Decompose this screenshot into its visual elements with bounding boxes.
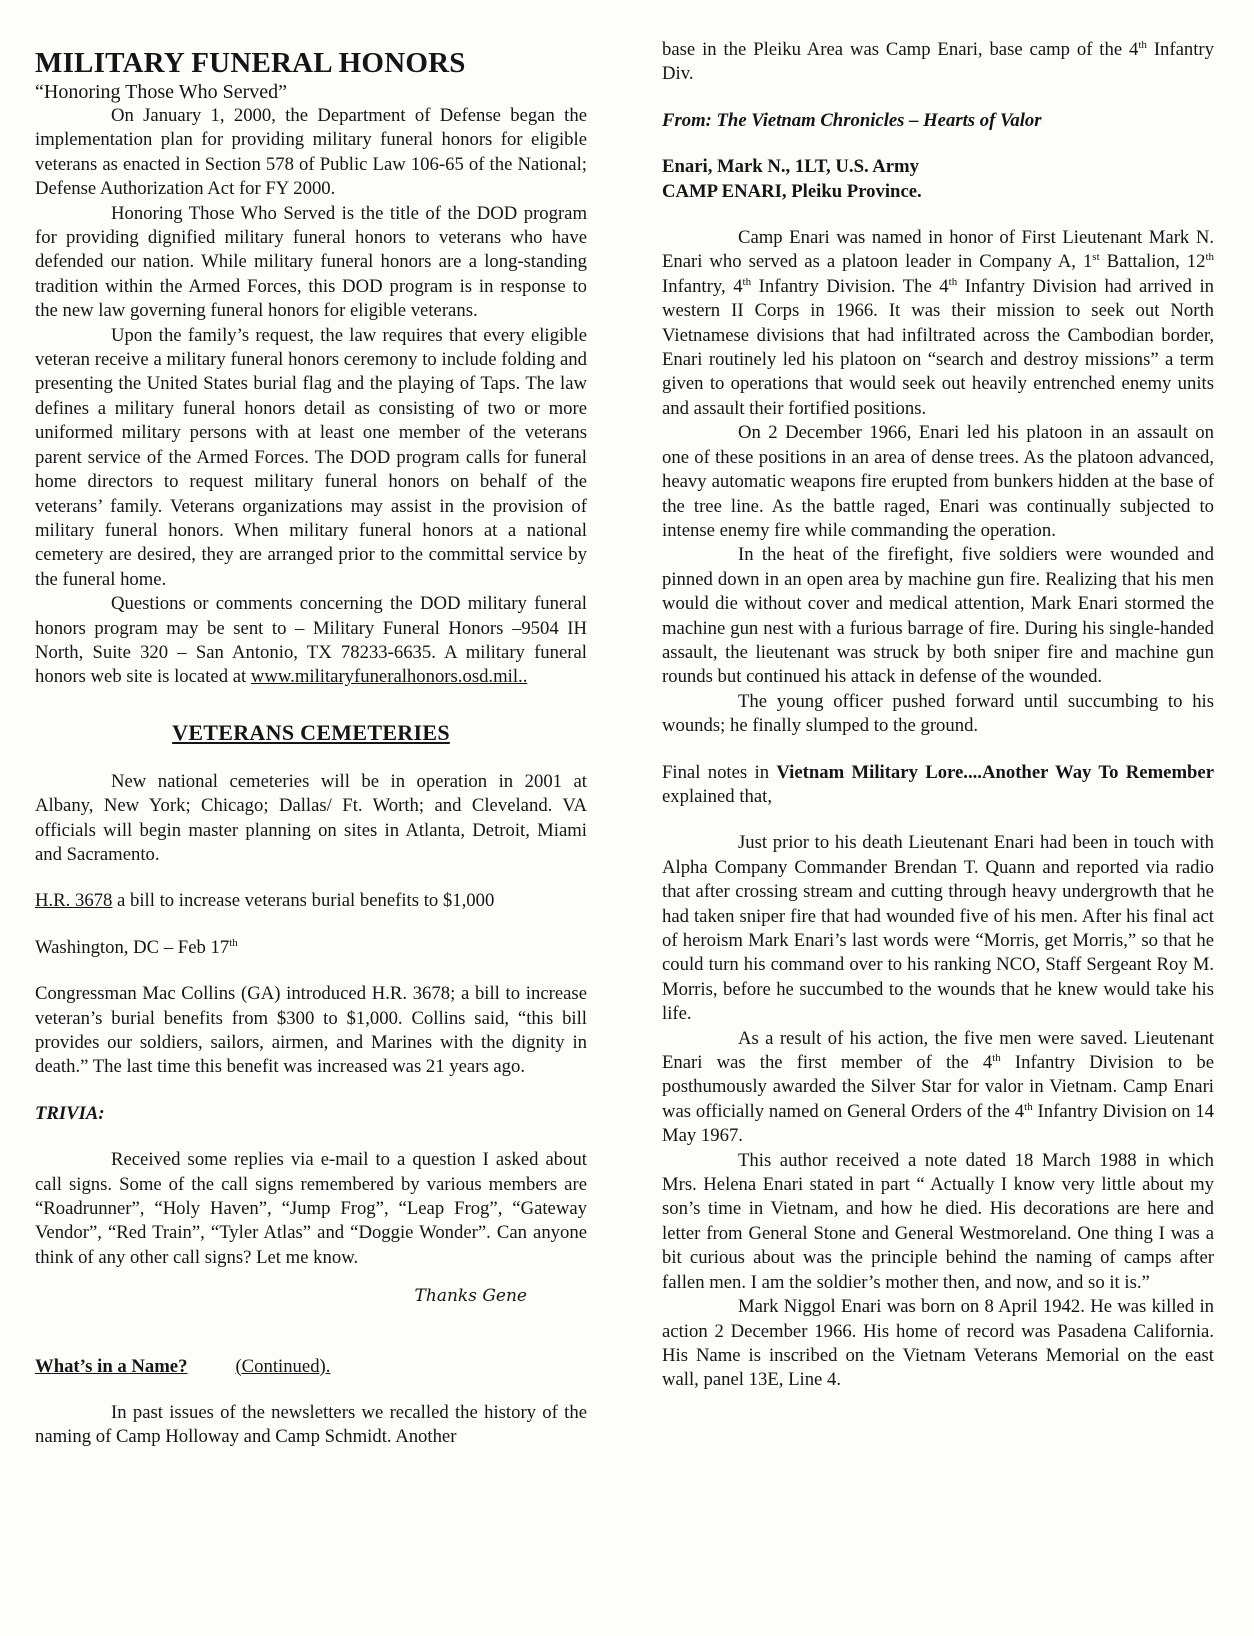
whats-in-a-name-label: What’s in a Name?	[35, 1355, 188, 1377]
r6-c: Infantry Division on 14 May 1967.	[662, 1100, 1215, 1147]
r1-d: Infantry Division. The 4	[751, 275, 949, 297]
final-a: Final notes in	[662, 761, 777, 783]
source-citation: From: The Vietnam Chronicles – Hearts of Valor	[662, 109, 1042, 131]
collins-paragraph: Congressman Mac Collins (GA) introduced H.R. 3678; a bill to increase veteran’s burial benefits from $300 to $1,000. Collins said, “this bill provides our soldiers, sailors, airmen, and Marines with the dignity in death.” The last time this benefit was increased was 21 years ago.	[35, 983, 587, 1078]
enari-paragraph-5: Just prior to his death Lieutenant Enari had been in touch with Alpha Company Commander Brendan T. Quann and reported via radio that after crossing stream and cutting through heavy undergrowth that he had taken sniper fire that had wounded five of his men. After his final act of heroism Mark Enari’s last words were “Morris, get Morris,” so that he could turn his command over to his ranking NCO, Staff Sergeant Roy M. Morris, before he succumbed to the wounds that he knew would take his life.	[662, 832, 1214, 1025]
trivia-label: TRIVIA:	[35, 1102, 105, 1124]
dateline	[35, 936, 587, 960]
r1-sup1: st	[1092, 251, 1100, 264]
r1-sup3: th	[742, 275, 752, 288]
right-column	[662, 38, 1214, 1393]
enari-paragraph-4: The young officer pushed forward until succumbing to his wounds; he finally slumped to the ground.	[662, 690, 1214, 737]
r1-sup4: th	[948, 275, 958, 288]
website-link[interactable]: www.militaryfuneralhonors.osd.mil..	[250, 666, 528, 688]
final-notes-paragraph	[662, 761, 1214, 810]
signature: Thanks Gene	[414, 1286, 527, 1307]
r1-e: Infantry Division had arrived in western II Corps in 1966. It was their mission to seek out North Vietnamese divisions that had infiltrated across the Cambodian border, Enari routinely led his platoon on “search and destroy missions” a term given to operations that would seek out heavily entrenched enemy units and assault their fortified positions.	[662, 275, 1214, 419]
r1-c: Infantry, 4	[662, 275, 743, 297]
enari-heading-line-2: CAMP ENARI, Pleiku Province.	[662, 180, 922, 202]
continued-label: (Continued).	[235, 1355, 331, 1377]
continued-text-b: Infantry Div.	[662, 39, 1214, 85]
enari-paragraph-2: On 2 December 1966, Enari led his platoon in an assault on one of these positions in an area of dense trees. As the platoon advanced, heavy automatic weapons fire erupted from bunkers hidden at the base of the tree line. As the battle raged, Enari was continually subjected to intense enemy fire while commanding the operation.	[662, 422, 1214, 541]
whats-in-a-name-heading	[35, 1355, 587, 1379]
funeral-honors-paragraph-2: Honoring Those Who Served is the title of the DOD program for providing dignified military funeral honors to veterans who have defended our nation. While military funeral honors are a long-standing tradition within the Armed Forces, this DOD program is in response to the new law governing funeral honors for eligible veterans.	[35, 202, 587, 322]
r1-sup2: th	[1205, 251, 1214, 264]
enari-paragraph-3: In the heat of the firefight, five soldiers were wounded and pinned down in an open area by machine gun fire. Realizing that his men would die without cover and medical attention, Mark Enari stormed the machine gun nest with a furious barrage of fire. During his single-handed assault, the lieutenant was struck by both sniper fire and machine gun rounds but continued his attack in defense of the wounded.	[662, 544, 1214, 688]
continued-text-a: base in the Pleiku Area was Camp Enari, base camp of the 4	[662, 39, 1139, 60]
cemeteries-paragraph: New national cemeteries will be in operation in 2001 at Albany, New York; Chicago; Dallas/ Ft. Worth; and Cleveland. VA officials will begin master planning on sites in Atlanta, Detroit, Miami and Sacramento.	[35, 770, 587, 865]
continued-sup: th	[1138, 38, 1147, 51]
cemeteries-title: VETERANS CEMETERIES	[172, 719, 450, 745]
whats-in-a-name-paragraph: In past issues of the newsletters we recalled the history of the naming of Camp Holloway and Camp Schmidt. Another	[35, 1402, 587, 1448]
r1-a: Camp Enari was named in honor of First Lieutenant Mark N. Enari who served as a platoon leader in Company A, 1	[662, 227, 1214, 273]
r6-b: Infantry Division to be posthumously awarded the Silver Star for valor in Vietnam. Camp Enari was officially named on General Orders of the 4	[662, 1052, 1214, 1122]
continued-paragraph	[662, 38, 1214, 87]
enari-paragraph-8: Mark Niggol Enari was born on 8 April 1942. He was killed in action 2 December 1966. His home of record was Pasadena California. His Name is inscribed on the Vietnam Veterans Memorial on the east wall, panel 13E, Line 4.	[662, 1296, 1214, 1391]
r1-b: Battalion, 12	[1099, 251, 1206, 273]
r6-a: As a result of his action, the five men were saved. Lieutenant Enari was the first member of the 4	[662, 1027, 1214, 1074]
r6-sup1: th	[992, 1051, 1001, 1064]
final-bold: Vietnam Military Lore....Another Way To Remember	[776, 761, 1214, 783]
dateline-sup: th	[229, 936, 238, 949]
final-b: explained that,	[662, 785, 773, 807]
enari-paragraph-1	[662, 226, 1214, 421]
funeral-honors-paragraph-1: On January 1, 2000, the Department of Defense began the implementation plan for providing military funeral honors for eligible veterans as enacted in Section 578 of Public Law 106-65 of the National; Defense Authorization Act for FY 2000.	[35, 105, 587, 200]
hr-bill-line	[35, 889, 587, 913]
funeral-honors-paragraph-3: Upon the family’s request, the law requires that every eligible veteran receive a military funeral honors ceremony to include folding and presenting the United States burial flag and the playing of Taps. The law defines a military funeral honors detail as consisting of two or more uniformed military persons with at least one member of the veterans parent service of the Armed Forces. The DOD program calls for funeral home directors to request military funeral honors on behalf of the veterans’ family. Veterans organizations may assist in the provision of military funeral honors. When military funeral honors at a national cemetery are desired, they are arranged prior to the committal service by the funeral home.	[35, 324, 587, 590]
funeral-honors-title: MILITARY FUNERAL HONORS	[35, 47, 466, 79]
r6-sup2: th	[1024, 1100, 1033, 1113]
left-column	[35, 28, 587, 1450]
contact-text: Questions or comments concerning the DOD military funeral honors program may be sent to – Military Funeral Honors –9504 IH North, Suite 320 – San Antonio, TX 78233-6635. A military funeral honors web site is located at	[35, 593, 587, 688]
enari-heading-line-1: Enari, Mark N., 1LT, U.S. Army	[662, 156, 919, 178]
hr-bill-text: a bill to increase veterans burial benefits to $1,000	[112, 890, 495, 912]
funeral-honors-paragraph-4	[35, 592, 587, 690]
enari-paragraph-6	[662, 1027, 1214, 1149]
trivia-paragraph: Received some replies via e-mail to a question I asked about call signs. Some of the call signs remembered by various members are “Roadrunner”, “Holy Haven”, “Jump Frog”, “Leap Frog”, “Gateway Vendor”, “Red Train”, “Tyler Atlas” and “Doggie Wonder”. Can anyone think of any other call signs? Let me know.	[35, 1149, 587, 1268]
enari-paragraph-7: This author received a note dated 18 March 1988 in which Mrs. Helena Enari stated in part “ Actually I know very little about my son’s time in Vietnam, and how he died. His decorations are here and letter from General Stone and General Westmoreland. One thing I was a bit curious about was the principle behind the naming of camps after fallen men. I am the soldier’s mother then, and now, and so it is.”	[662, 1149, 1214, 1293]
funeral-honors-subtitle: “Honoring Those Who Served”	[35, 81, 287, 103]
dateline-text: Washington, DC – Feb 17	[35, 936, 230, 958]
hr-bill-label: H.R. 3678	[35, 890, 113, 912]
